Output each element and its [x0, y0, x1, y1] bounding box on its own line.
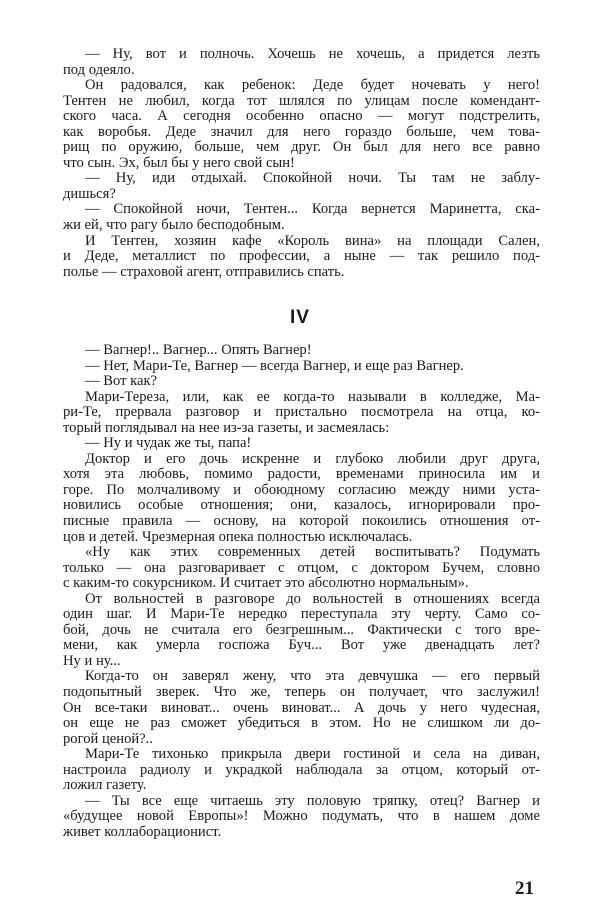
text-line: Он радовался, как ребенок: Деде будет ночевать у него!	[85, 77, 540, 94]
paragraph	[63, 202, 540, 233]
text-line: рищ по оружию, больше, чем друг. Он был для него все равно	[63, 139, 540, 156]
paragraph	[63, 545, 540, 592]
text-line: как воробья. Деде значил для него гораздо больше, чем това-	[63, 123, 540, 140]
paragraph	[63, 374, 540, 390]
text-line: живет коллаборационист.	[63, 823, 222, 840]
paragraph	[63, 747, 540, 794]
paragraph	[63, 452, 540, 545]
paragraph	[63, 47, 540, 78]
text-line: «будущее новой Европы»! Можно подумать, что в нашем доме	[63, 808, 540, 825]
text-line: бой, дочь не считала его безгрешным... Фактически с того вре-	[63, 621, 540, 638]
text-line: — Ну, иди отдыхай. Спокойной ночи. Ты там не заблу-	[85, 170, 540, 187]
text-section-2	[63, 343, 540, 841]
text-line: Мари-Те тихонько прикрыла двери гостиной и села на диван,	[85, 746, 540, 763]
text-line: — Вот как?	[85, 373, 158, 390]
text-line: Когда-то он заверял жену, что эта девчушка — его первый	[85, 668, 540, 685]
text-line: хотя эта любовь, помимо радости, временами приносила им и	[63, 466, 540, 483]
text-line: мени, как умерла госпожа Буч... Вот уже двенадцать лет?	[63, 637, 540, 654]
paragraph	[63, 794, 540, 841]
paragraph	[63, 171, 540, 202]
text-line: — Ну и чудак же ты, папа!	[85, 435, 252, 452]
text-line: ри-Те, прервала разговор и пристально посмотрела на отца, ко-	[63, 404, 540, 421]
paragraph	[63, 359, 540, 375]
chapter-heading: IV	[290, 307, 310, 328]
text-line: — Вагнер!.. Вагнер... Опять Вагнер!	[85, 342, 312, 358]
text-line: — Ты все еще читаешь эту половую тряпку, отец? Вагнер и	[85, 792, 540, 809]
text-line: под одеяло.	[63, 61, 135, 78]
text-line: ложил газету.	[63, 777, 147, 794]
text-line: настроила радиолу и украдкой наблюдала за отцом, который от-	[63, 761, 540, 778]
text-section-1	[63, 47, 540, 280]
text-line: один шаг. И Мари-Те нередко переступала эту черту. Само со-	[63, 606, 540, 623]
text-line: ского часа. А сегодня особенно опасно — могут подстрелить,	[63, 108, 540, 125]
text-line: цов и детей. Чрезмерная опека полностью исключалась.	[63, 528, 413, 545]
text-line: жи ей, что рагу было бесподобным.	[63, 217, 285, 234]
text-line: Мари-Тереза, или, как ее когда-то называли в колледже, Ма-	[85, 388, 540, 405]
text-line: Тентен не любил, когда тот шлялся по улицам после комендант-	[63, 92, 540, 109]
text-line: с каким-то сокурсником. И считает это абсолютно нормальным».	[63, 575, 469, 592]
paragraph	[63, 669, 540, 747]
text-line: Доктор и его дочь искренне и глубоко любили друг друга,	[85, 450, 540, 467]
paragraph	[63, 390, 540, 437]
text-line: что сын. Эх, был бы у него свой сын!	[63, 154, 295, 171]
text-line: И Тентен, хозяин кафе «Король вина» на площади Сален,	[85, 232, 540, 249]
text-line: и Деде, металлист по профессии, а ныне — так решило под-	[63, 248, 540, 265]
text-line: — Ну, вот и полночь. Хочешь не хочешь, а придется лезть	[85, 46, 540, 62]
paragraph	[63, 436, 540, 452]
text-line: новились особые отношения; они, казалось, игнорировали про-	[63, 497, 540, 514]
text-line: он еще не раз сможет убедиться в этом. Но не слишком ли до-	[63, 715, 540, 732]
text-line: полье — страховой агент, отправились спать.	[63, 263, 345, 280]
page-number: 21	[515, 878, 534, 899]
paragraph	[63, 592, 540, 670]
text-line: Ну и ну...	[63, 652, 121, 669]
text-line: «Ну как этих современных детей воспитывать? Подумать	[85, 544, 540, 561]
text-line: Он все-таки виноват... очень виноват... А дочь у него чудесная,	[63, 699, 540, 716]
paragraph	[63, 234, 540, 281]
paragraph	[63, 343, 540, 359]
text-line: — Нет, Мари-Те, Вагнер — всегда Вагнер, и еще раз Вагнер.	[85, 357, 464, 374]
text-line: дишься?	[63, 185, 116, 202]
text-line: подопытный зверек. Что же, теперь он получает, что заслужил!	[63, 684, 540, 701]
text-line: только — она разговаривает с отцом, с доктором Бучем, словно	[63, 559, 540, 576]
text-line: писные правила — основу, на которой покоились отношения от-	[63, 513, 540, 530]
paragraph	[63, 78, 540, 171]
text-line: — Спокойной ночи, Тентен... Когда вернется Маринетта, ска-	[85, 201, 540, 218]
text-line: От вольностей в разговоре до вольностей в отношениях всегда	[85, 590, 540, 607]
text-line: горе. По молчаливому и обоюдному согласию между ними уста-	[63, 481, 540, 498]
text-line: торый поглядывал на нее из-за газеты, и засмеялась:	[63, 419, 390, 436]
text-line: рогой ценой?..	[63, 730, 153, 747]
